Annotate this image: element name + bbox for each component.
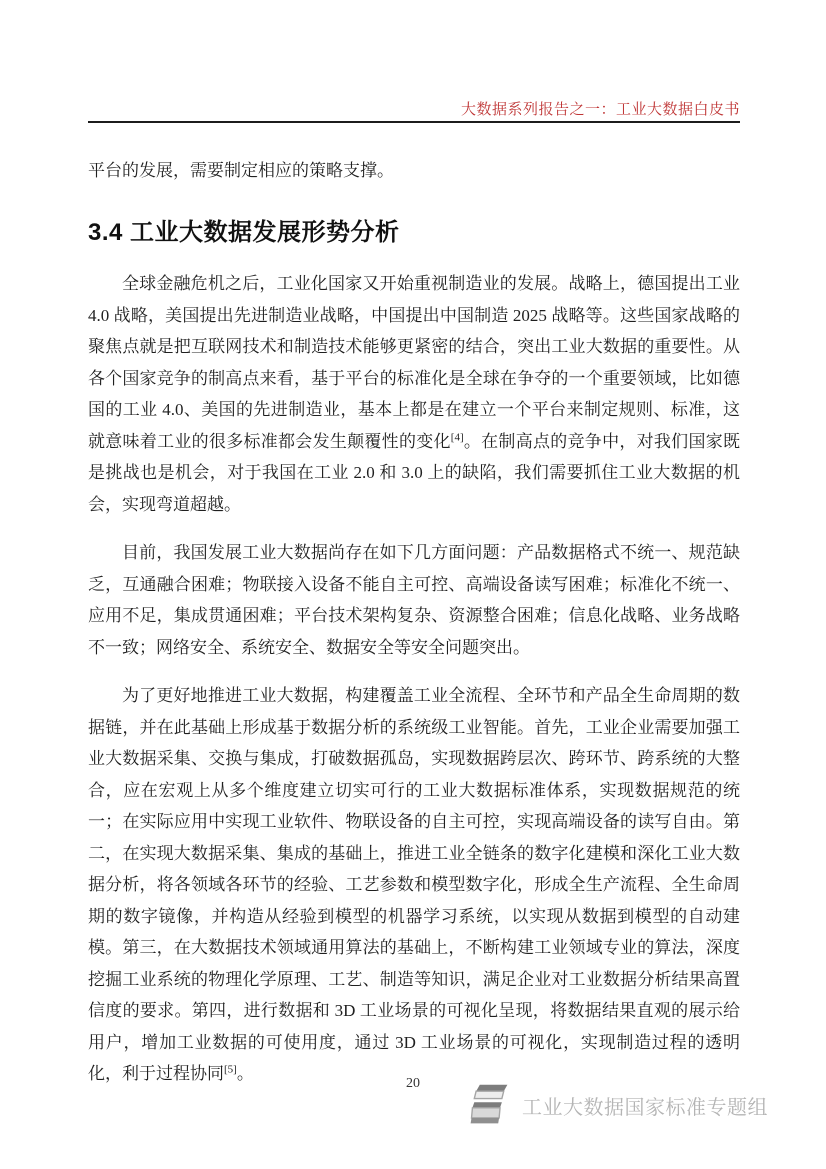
body-paragraph-1 [88, 268, 740, 520]
paragraph-1-text: 全球金融危机之后，工业化国家又开始重视制造业的发展。战略上，德国提出工业 4.0 战略，美国提出先进制造业战略，中国提出中国制造 2025 战略等。这些国家战略的聚焦点就是把互联网技术和制造技术能够更紧密的结合，突出工业大数据的重要性。从各个国家竞争的制高点来看，基于平台的标准化是全球在争夺的一个重要领域，比如德国的工业 4.0、美国的先进制造业，基本上都是在建立一个平台来制定规则、标准，这就意味着工业的很多标准都会发生颠覆性的变化 [88, 274, 740, 451]
body-paragraph-2: 目前，我国发展工业大数据尚存在如下几方面问题：产品数据格式不统一、规范缺乏，互通融合困难；物联接入设备不能自主可控、高端设备读写困难；标准化不统一、应用不足，集成贯通困难；平台技术架构复杂、资源整合困难；信息化战略、业务战略不一致；网络安全、系统安全、数据安全等安全问题突出。 [88, 543, 740, 657]
citation-ref-5: [5] [224, 1063, 237, 1076]
running-header-title: 大数据系列报告之一：工业大数据白皮书 [460, 102, 740, 118]
paragraph-3-text-continued: 。 [236, 1064, 254, 1084]
leading-paragraph: 平台的发展，需要制定相应的策略支撑。 [88, 161, 394, 180]
paragraph-1-text-continued: 。在制高点的竞争中，对我们国家既是挑战也是机会，对于我国在工业 2.0 和 3.0 上的缺陷，我们需要抓住工业大数据的机会，实现弯道超越。 [88, 431, 741, 514]
stacked-books-icon [466, 1080, 512, 1130]
paragraph-3-text: 为了更好地推进工业大数据，构建覆盖工业全流程、全环节和产品全生命周期的数据链，并在此基础上形成基于数据分析的系统级工业智能。首先，工业企业需要加强工业大数据采集、交换与集成，打破数据孤岛，实现数据跨层次、跨环节、跨系统的大整合，应在宏观上从多个维度建立切实可行的工业大数据标准体系，实现数据规范的统一；在实际应用中实现工业软件、物联设备的自主可控，实现高端设备的读写自由。第二，在实现大数据采集、集成的基础上，推进工业全链条的数字化建模和深化工业大数据分析，将各领域各环节的经验、工艺参数和模型数字化，形成全生产流程、全生命周期的数字镜像，并构造从经验到模型的机器学习系统，以实现从数据到模型的自动建模。第三，在大数据技术领域通用算法的基础上，不断构建工业领域专业的算法，深度挖掘工业系统的物理化学原理、工艺、制造等知识，满足企业对工业数据分析结果高置信度的要求。第四，进行数据和 3D 工业场景的可视化呈现，将数据结果直观的展示给用户，增加工业数据的可使用度，通过 3D 工业场景的可视化，实现制造过程的透明化，利于过程协同 [88, 686, 740, 1084]
page-number: 20 [406, 1076, 420, 1091]
footer-logo-text: 工业大数据国家标准专题组 [522, 1096, 768, 1119]
header-divider [88, 121, 740, 123]
footer-logo [466, 1080, 768, 1130]
section-heading: 3.4 工业大数据发展形势分析 [88, 218, 400, 246]
body-paragraph-3 [88, 680, 740, 1090]
citation-ref-4: [4] [450, 431, 464, 444]
